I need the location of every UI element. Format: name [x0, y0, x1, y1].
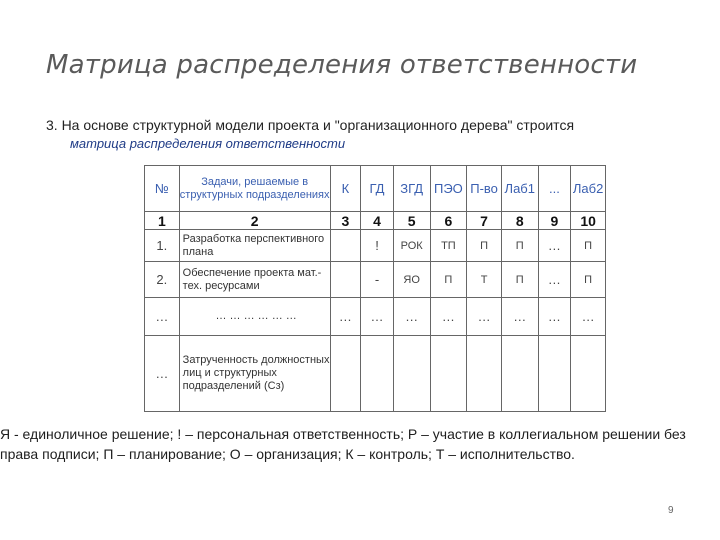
table-cell	[330, 336, 361, 412]
table-cell	[361, 336, 394, 412]
number-cell: 2	[179, 212, 330, 230]
header-cell: №	[145, 166, 180, 212]
table-cell: П	[571, 230, 606, 262]
intro-text: 3. На основе структурной модели проекта и "организационного дерева" строится	[46, 117, 575, 133]
table-cell: …	[430, 298, 467, 336]
table-numbers-row	[145, 212, 606, 230]
number-cell: 10	[571, 212, 606, 230]
number-cell: 8	[501, 212, 538, 230]
number-cell: 6	[430, 212, 467, 230]
table-cell: !	[361, 230, 394, 262]
table-cell: П	[467, 230, 502, 262]
table-cell: …	[145, 336, 180, 412]
table-cell: П	[501, 262, 538, 298]
header-cell: ЗГД	[393, 166, 430, 212]
header-cell: Лаб2	[571, 166, 606, 212]
table-cell: …	[538, 298, 571, 336]
header-cell: Задачи, решаемые в структурных подразделениях	[179, 166, 330, 212]
table-cell: 2.	[145, 262, 180, 298]
number-cell: 4	[361, 212, 394, 230]
table-cell: …	[393, 298, 430, 336]
number-cell: 5	[393, 212, 430, 230]
intro-link-text: матрица распределения ответственности	[70, 136, 346, 151]
header-cell: Лаб1	[501, 166, 538, 212]
table-cell: 1.	[145, 230, 180, 262]
table-row	[145, 298, 606, 336]
number-cell: 7	[467, 212, 502, 230]
number-cell: 1	[145, 212, 180, 230]
table-row	[145, 336, 606, 412]
number-cell: 9	[538, 212, 571, 230]
table-cell	[501, 336, 538, 412]
table-cell	[538, 336, 571, 412]
table-cell: РОК	[393, 230, 430, 262]
number-cell: 3	[330, 212, 361, 230]
table-cell: ЯО	[393, 262, 430, 298]
table-row	[145, 262, 606, 298]
task-cell: … … … … … …	[179, 298, 330, 336]
table-cell: …	[145, 298, 180, 336]
task-cell: Обеспечение проекта мат.-тех. ресурсами	[179, 262, 330, 298]
table-cell	[571, 336, 606, 412]
table-cell: П	[430, 262, 467, 298]
responsibility-matrix-table	[144, 165, 606, 412]
table-cell: …	[501, 298, 538, 336]
table-cell: П	[571, 262, 606, 298]
table-cell: П	[501, 230, 538, 262]
table-row	[145, 230, 606, 262]
header-cell: ГД	[361, 166, 394, 212]
task-cell: Разработка перспективного плана	[179, 230, 330, 262]
header-cell: К	[330, 166, 361, 212]
task-cell: Затрученность должностных лиц и структурных подразделений (Сз)	[179, 336, 330, 412]
table-cell: ТП	[430, 230, 467, 262]
table-cell: …	[330, 298, 361, 336]
table-cell: …	[538, 262, 571, 298]
header-cell: ПЭО	[430, 166, 467, 212]
page-number: 9	[668, 505, 674, 516]
header-cell: П-во	[467, 166, 502, 212]
table-cell: …	[467, 298, 502, 336]
page-title: Матрица распределения ответственности	[46, 50, 638, 80]
header-cell: ...	[538, 166, 571, 212]
table-cell	[467, 336, 502, 412]
table-cell: -	[361, 262, 394, 298]
table-cell: …	[538, 230, 571, 262]
table-cell	[393, 336, 430, 412]
table-cell: …	[571, 298, 606, 336]
table-cell	[330, 262, 361, 298]
table-cell: Т	[467, 262, 502, 298]
legend-text: Я - единоличное решение; ! – персональная ответственность; Р – участие в коллегиальном решении без права подписи; П – планирование; О – организация; К – контроль; Т – исполнительство.	[0, 426, 686, 462]
table-cell: …	[361, 298, 394, 336]
table-cell	[430, 336, 467, 412]
table-header-row	[145, 166, 606, 212]
table-cell	[330, 230, 361, 262]
